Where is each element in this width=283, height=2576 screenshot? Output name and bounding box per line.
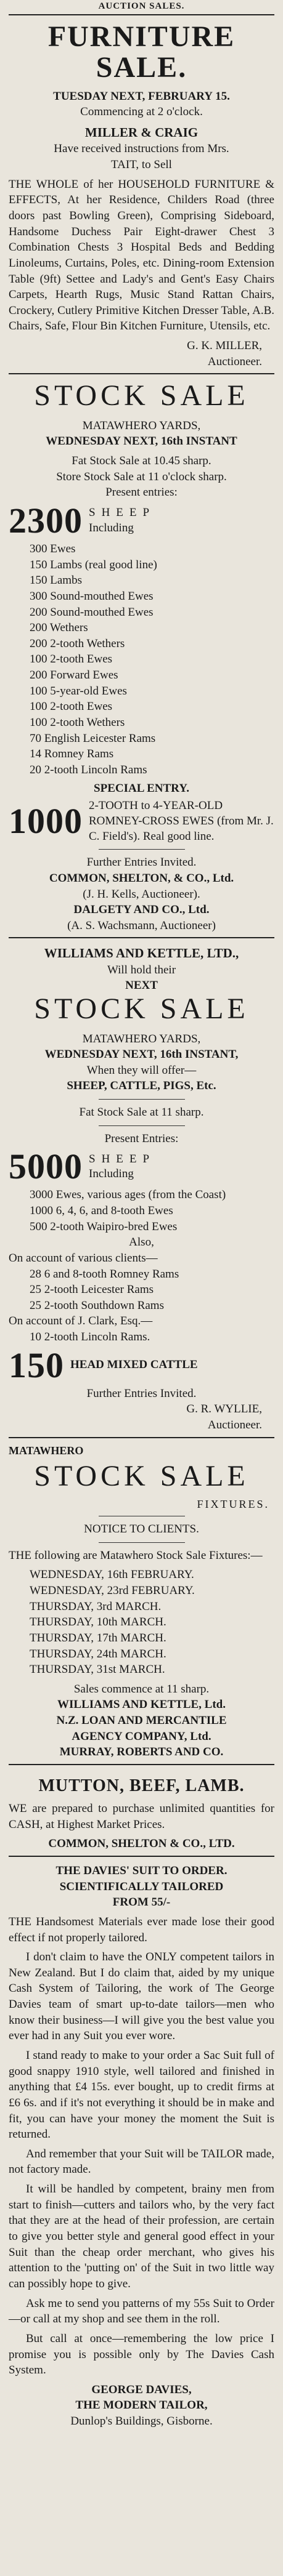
stock2-cattle-row [9, 1345, 274, 1385]
davies-sub: SCIENTIFICALLY TAILORED [59, 1880, 224, 1893]
list-item: 25 2-tooth Leicester Rams [30, 1283, 154, 1297]
davies-p3: I stand ready to make to your order a Sac Suit full of good snappy 1910 style, well tailored and finished in anything that £4 15s. ever bought, up to credit firms at £6 6s. and if it's not everything it should be in make and fit, you can have your money the moment the Suit is returned. [9, 2049, 274, 2141]
list-item: 100 2-tooth Ewes [30, 653, 113, 666]
fixtures-sales: Sales commence at 11 sharp. [73, 1682, 210, 1696]
list-item: 100 2-tooth Ewes [30, 700, 113, 714]
davies-sub2: FROM 55/- [112, 1896, 171, 1909]
davies-p1: THE Handsomest Materials ever made lose their good effect if not properly tailored. [9, 1915, 274, 1944]
list-item: 200 Wethers [30, 621, 88, 635]
stock2-sheep-row [9, 1146, 274, 1187]
stock1-agent2: DALGETY AND CO., Ltd. [73, 903, 210, 917]
fixtures-notice: NOTICE TO CLIENTS. [84, 1523, 199, 1536]
furniture-date: TUESDAY NEXT, FEBRUARY 15. [53, 89, 230, 103]
davies-ad [9, 1856, 274, 2433]
list-item: 70 English Leicester Rams [30, 731, 156, 745]
stock2-hold: Will hold their [107, 963, 176, 976]
list-item: THURSDAY, 17th MARCH. [30, 1631, 166, 1644]
stock2-account1: On account of various clients— [9, 1251, 158, 1265]
fixtures-intro: THE following are Matawhero Stock Sale Fixtures:— [9, 1548, 263, 1562]
list-item: 200 2-tooth Wethers [30, 637, 125, 650]
stock2-big-word: SHEEP [89, 1152, 156, 1165]
list-item: 14 Romney Rams [30, 747, 114, 761]
stock1-entries-label: Present entries: [105, 486, 178, 499]
fixtures-ad [9, 1437, 274, 1764]
stock2-date: WEDNESDAY NEXT, 16th INSTANT, [44, 1048, 239, 1061]
stock1-agent1b: (J. H. Kells, Auctioneer). [83, 887, 200, 901]
stock2-account2: On account of J. Clark, Esq.— [9, 1314, 153, 1328]
fixtures-title: STOCK SALE [34, 1459, 249, 1492]
stock1-further: Further Entries Invited. [86, 856, 197, 869]
mutton-ad [9, 1764, 274, 1856]
stock2-next: NEXT [125, 979, 158, 992]
stock1-sheep-row [9, 500, 274, 541]
stock2-signature-role: Auctioneer. [207, 1419, 262, 1432]
stock1-special-number: 1000 [9, 801, 83, 842]
stock1-agent1: COMMON, SHELTON, & CO., Ltd. [49, 871, 234, 885]
furniture-signature: G. K. MILLER, [187, 339, 262, 353]
stock2-further: Further Entries Invited. [86, 1387, 197, 1400]
stock2-fat: Fat Stock Sale at 11 sharp. [79, 1106, 204, 1119]
stock2-firm: WILLIAMS AND KETTLE, LTD., [44, 946, 239, 961]
list-item: 300 Sound-mouthed Ewes [30, 589, 154, 603]
list-item: 500 2-tooth Waipiro-bred Ewes [30, 1220, 178, 1233]
stock1-fat: Fat Stock Sale at 10.45 sharp. [72, 454, 211, 468]
stock1-special-row [9, 799, 274, 844]
list-item: 150 Lambs [30, 574, 82, 587]
mutton-firm: COMMON, SHELTON & CO., LTD. [48, 1837, 235, 1851]
furniture-time: Commencing at 2 o'clock. [80, 105, 203, 119]
list-item: 150 Lambs (real good line) [30, 558, 157, 571]
list-item: THURSDAY, 24th MARCH. [30, 1647, 166, 1660]
davies-p4: And remember that your Suit will be TAILOR made, not factory made. [9, 2147, 274, 2176]
list-item: 10 2-tooth Lincoln Rams. [30, 1330, 150, 1344]
fixtures-agent: N.Z. LOAN AND MERCANTILE [56, 1714, 227, 1728]
stock2-big-number: 5000 [9, 1146, 83, 1187]
stock2-also: Also, [129, 1236, 154, 1249]
davies-p7: But call at once—remembering the low price I promise you is possible only by The Davies Cash System. [9, 2332, 274, 2377]
list-item: 20 2-tooth Lincoln Rams [30, 763, 147, 776]
stock1-special: SPECIAL ENTRY. [94, 781, 189, 795]
stock1-title: STOCK SALE [34, 379, 249, 413]
fixtures-place: MATAWHERO [9, 1444, 84, 1457]
stock1-including: Including [89, 521, 134, 534]
davies-p6: Ask me to send you patterns of my 55s Suit to Order—or call at my shop and see them in the roll. [9, 2296, 274, 2326]
list-item: WEDNESDAY, 16th FEBRUARY. [30, 1568, 194, 1582]
stock2-cattle-number: 150 [9, 1345, 64, 1385]
fixtures-agent: AGENCY COMPANY, Ltd. [72, 1729, 211, 1743]
furniture-signature-role: Auctioneer. [207, 355, 262, 368]
stock2-including: Including [89, 1167, 134, 1181]
stock-sale-ad-1 [9, 373, 274, 937]
fixtures-sub: FIXTURES. [197, 1498, 269, 1511]
stock1-agent2b: (A. S. Wachsmann, Auctioneer) [67, 919, 216, 932]
furniture-intro1: Have received instructions from Mrs. [54, 142, 229, 156]
divider [99, 1542, 185, 1543]
davies-sig2: THE MODERN TAILOR, [75, 2399, 208, 2412]
list-item: 100 2-tooth Wethers [30, 716, 125, 730]
list-item: 300 Ewes [30, 542, 76, 555]
stock2-signature: G. R. WYLLIE, [186, 1403, 262, 1416]
list-item: 100 5-year-old Ewes [30, 684, 127, 698]
stock2-offer-items: SHEEP, CATTLE, PIGS, Etc. [67, 1079, 216, 1093]
davies-p2: I don't claim to have the ONLY competent tailors in New Zealand. But I do claim that, aided by my unique Cash System of Tailoring, the work of The George Davies team of smart up-to-date tailors—men who know their business—I will give you the best value you ever had in any Suit you ever wore. [9, 1950, 274, 2043]
list-item: 28 6 and 8-tooth Romney Rams [30, 1267, 179, 1281]
furniture-sale-ad [9, 14, 274, 373]
stock-sale-ad-2 [9, 937, 274, 1436]
stock1-big-word: SHEEP [89, 506, 156, 520]
mutton-title: MUTTON, BEEF, LAMB. [38, 1776, 245, 1796]
stock2-cattle-text: HEAD MIXED CATTLE [70, 1358, 198, 1372]
list-item: 3000 Ewes, various ages (from the Coast) [30, 1188, 226, 1202]
fixtures-agent: MURRAY, ROBERTS AND CO. [59, 1745, 224, 1759]
divider [99, 1125, 185, 1126]
stock2-offer: When they will offer— [86, 1063, 197, 1077]
furniture-intro2: TAIT, to Sell [111, 158, 172, 172]
list-item: WEDNESDAY, 23rd FEBRUARY. [30, 1584, 195, 1597]
furniture-firm: MILLER & CRAIG [84, 125, 199, 140]
stock2-title: STOCK SALE [34, 992, 249, 1026]
list-item: 200 Sound-mouthed Ewes [30, 605, 154, 619]
list-item: THURSDAY, 10th MARCH. [30, 1616, 166, 1629]
stock1-store: Store Stock Sale at 11 o'clock sharp. [56, 470, 227, 483]
list-item: 25 2-tooth Southdown Rams [30, 1298, 164, 1312]
stock2-entries-label: Present Entries: [104, 1132, 179, 1145]
furniture-body: THE WHOLE of her HOUSEHOLD FURNITURE & EFFECTS, At her Residence, Childers Road (three doors past Bowling Green), Comprising Sideboard, Handsome Duchess Pair Eight-drawer Chest 3 Combination Chests 3 Hospital Beds and Bedding Linoleums, Curtains, Poles, etc. Dining-room Extension Table (9ft) Settee and Lady's and Gent's Easy Chairs Carpets, Hearth Rugs, Music Stand Rattan Chairs, Crockery, Cutlery Primitive Kitchen Dresser Table, A.B. Chairs, Safe, Flour Bin Kitchen Furniture, Utensils, etc. [9, 177, 274, 333]
list-item: THURSDAY, 31st MARCH. [30, 1663, 165, 1676]
stock1-venue: MATAWHERO YARDS, [82, 419, 201, 432]
stock1-special-text: 2-TOOTH to 4-YEAR-OLD ROMNEY-CROSS EWES (from Mr. J. C. Field's). Real good line. [89, 799, 274, 843]
stock1-big-number: 2300 [9, 500, 83, 541]
list-item: THURSDAY, 3rd MARCH. [30, 1600, 162, 1613]
divider [99, 849, 185, 850]
davies-sig3: Dunlop's Buildings, Gisborne. [70, 2415, 213, 2428]
stock1-date: WEDNESDAY NEXT, 16th INSTANT [46, 435, 237, 448]
divider [99, 1099, 185, 1100]
davies-title: THE DAVIES' SUIT TO ORDER. [55, 1864, 228, 1877]
davies-p5: It will be handled by competent, brainy men from start to finish—cutters and tailors who, by the very fact that they are at the head of their profession, are certain to give you better style and general good effect in your Suit than the cheap order merchant, who gives his attention to the 'putting on' of the Suit in two little way can possibly hope to give. [9, 2183, 274, 2290]
list-item: 200 Forward Ewes [30, 669, 118, 682]
mutton-body: WE are prepared to purchase unlimited quantities for CASH, at Highest Market Prices. [9, 1802, 274, 1831]
list-item: 1000 6, 4, 6, and 8-tooth Ewes [30, 1204, 173, 1217]
fixtures-agent: WILLIAMS AND KETTLE, Ltd. [57, 1698, 226, 1712]
section-header: AUCTION SALES. [98, 1, 185, 11]
stock2-venue: MATAWHERO YARDS, [82, 1032, 201, 1045]
davies-sig1: GEORGE DAVIES, [91, 2383, 192, 2396]
furniture-title: FURNITURE SALE. [47, 20, 236, 84]
